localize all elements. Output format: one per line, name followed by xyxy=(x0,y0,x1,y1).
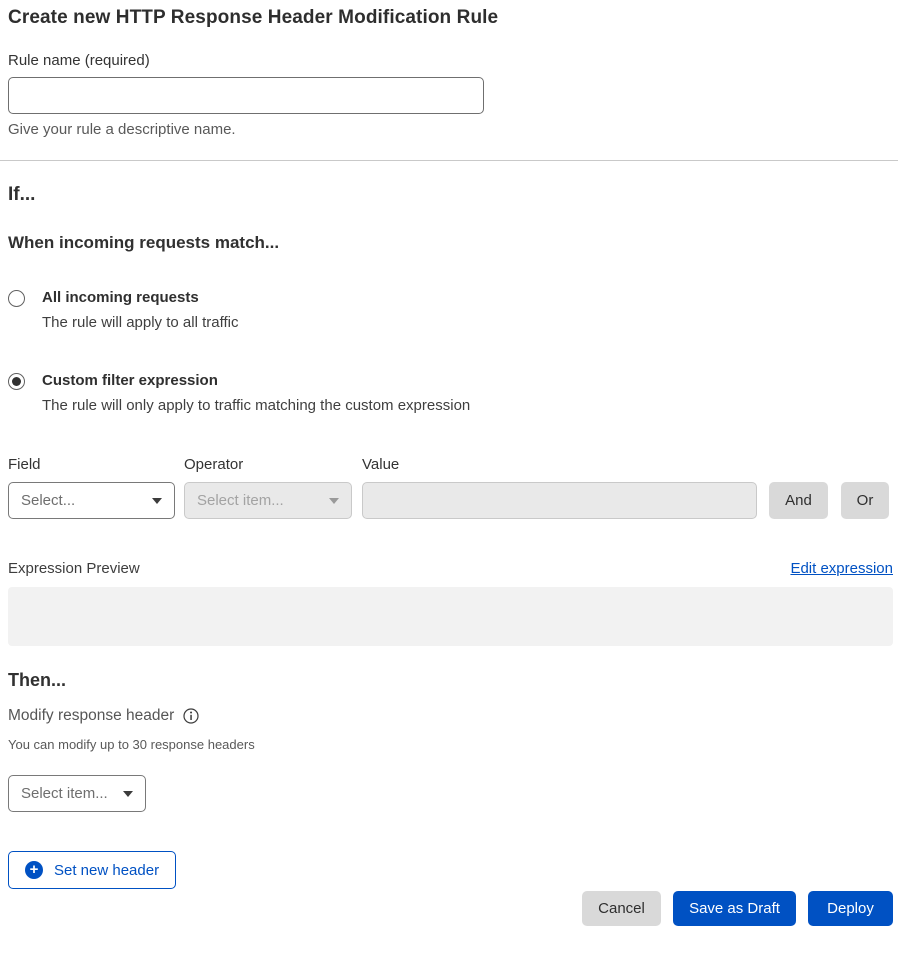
option-description: The rule will only apply to traffic matching the custom expression xyxy=(42,397,471,414)
rule-name-input[interactable] xyxy=(8,77,484,114)
field-label: Field xyxy=(8,456,41,473)
field-select-placeholder: Select... xyxy=(21,492,76,509)
cancel-button[interactable]: Cancel xyxy=(582,891,661,926)
form-actions-row xyxy=(0,891,898,926)
option-all-incoming-requests[interactable] xyxy=(8,289,893,331)
header-action-select[interactable] xyxy=(8,775,146,812)
rule-name-helper: Give your rule a descriptive name. xyxy=(8,121,236,138)
option-custom-filter-expression[interactable] xyxy=(8,372,893,414)
save-as-draft-button[interactable]: Save as Draft xyxy=(673,891,796,926)
info-icon[interactable] xyxy=(183,708,199,724)
radio-button-icon[interactable] xyxy=(8,290,25,307)
expression-preview-label: Expression Preview xyxy=(8,560,140,577)
operator-select[interactable] xyxy=(184,482,352,519)
option-label: Custom filter expression xyxy=(42,372,218,389)
if-heading: If... xyxy=(8,184,36,205)
operator-select-placeholder: Select item... xyxy=(197,492,284,509)
option-description: The rule will apply to all traffic xyxy=(42,314,239,331)
rule-name-label: Rule name (required) xyxy=(8,52,150,69)
radio-button-icon[interactable] xyxy=(8,373,25,390)
chevron-down-icon xyxy=(329,498,339,504)
or-button[interactable]: Or xyxy=(841,482,889,519)
modify-header-hint: You can modify up to 30 response headers xyxy=(8,737,255,752)
expression-preview-row xyxy=(8,560,893,577)
page-title: Create new HTTP Response Header Modification Rule xyxy=(8,7,499,28)
section-divider xyxy=(0,160,898,161)
expression-preview-box[interactable] xyxy=(8,587,893,646)
header-action-select-placeholder: Select item... xyxy=(21,785,108,802)
value-label: Value xyxy=(362,456,400,473)
set-new-header-label: Set new header xyxy=(54,861,160,879)
chevron-down-icon xyxy=(152,498,162,504)
option-label: All incoming requests xyxy=(42,289,199,306)
deploy-button[interactable]: Deploy xyxy=(808,891,893,926)
modify-response-header-label: Modify response header xyxy=(8,707,175,724)
edit-expression-link[interactable]: Edit expression xyxy=(790,560,893,577)
filter-labels-row xyxy=(8,456,893,473)
plus-icon: + xyxy=(25,861,43,879)
filter-controls-row xyxy=(8,482,893,519)
then-heading: Then... xyxy=(8,670,66,690)
set-new-header-button[interactable] xyxy=(8,851,176,889)
chevron-down-icon xyxy=(123,791,133,797)
and-button[interactable]: And xyxy=(769,482,828,519)
value-input[interactable] xyxy=(362,482,757,519)
when-subheading: When incoming requests match... xyxy=(8,233,280,252)
field-select[interactable] xyxy=(8,482,175,519)
rule-name-group xyxy=(0,52,898,138)
modify-header-row xyxy=(8,707,893,725)
operator-label: Operator xyxy=(184,456,244,473)
